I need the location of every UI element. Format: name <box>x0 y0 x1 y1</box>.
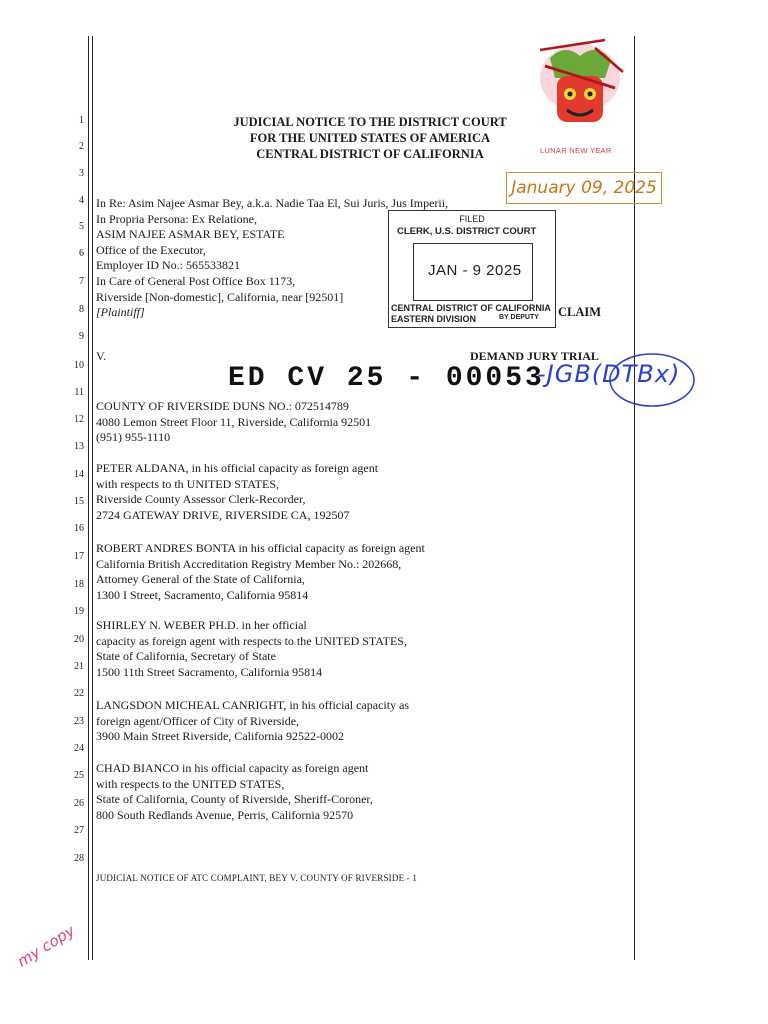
heading-line-3: CENTRAL DISTRICT OF CALIFORNIA <box>256 147 484 161</box>
line-number: 5 <box>79 221 84 232</box>
defendant-line: PETER ALDANA, in his official capacity as foreign agent <box>96 461 379 475</box>
defendant-line: 4080 Lemon Street Floor 11, Riverside, California 92501 <box>96 414 372 429</box>
claim-title: CLAIM <box>558 305 602 319</box>
line-number: 14 <box>74 469 84 480</box>
defendant-line: State of California, Secretary of State <box>96 649 276 664</box>
caption-line: Office of the Executor, <box>96 242 206 257</box>
line-number: 4 <box>79 195 84 206</box>
line-number: 23 <box>74 716 84 727</box>
demand-jury-trial: DEMAND JURY TRIAL <box>470 349 599 363</box>
heading-line-2: FOR THE UNITED STATES OF AMERICA <box>249 131 491 145</box>
stamp-date: JAN - 9 2025 <box>428 262 522 279</box>
caption-line: Riverside [Non-domestic], California, near [92501] <box>96 289 344 304</box>
versus-label: V. <box>96 349 107 363</box>
left-margin-rule-inner <box>92 36 93 960</box>
caption-line: ASIM NAJEE ASMAR BEY, ESTATE <box>96 227 285 242</box>
defendant-line: Riverside County Assessor Clerk-Recorder, <box>96 492 306 507</box>
lunar-new-year-label: LUNAR NEW YEAR <box>540 146 612 155</box>
defendant-line: State of California, County of Riverside, Sheriff-Coroner, <box>96 792 373 807</box>
line-number: 7 <box>79 276 84 287</box>
caption-line: In Propria Persona: Ex Relatione, <box>96 211 257 226</box>
caption-line: In Re: Asim Najee Asmar Bey, a.k.a. Nadie Taa El, Sui Juris, Jus Imperii, <box>96 196 449 210</box>
defendant-line: COUNTY OF RIVERSIDE DUNS NO.: 072514789 <box>96 399 349 413</box>
heading-line-1: JUDICIAL NOTICE TO THE DISTRICT COURT <box>233 115 507 129</box>
line-number: 16 <box>74 523 84 534</box>
stamp-date-box <box>413 243 533 301</box>
defendant-line: Attorney General of the State of California, <box>96 572 305 587</box>
line-number: 15 <box>74 496 84 507</box>
defendant-block <box>96 541 425 603</box>
defendant-block <box>96 461 378 523</box>
defendant-line: foreign agent/Officer of City of Riverside, <box>96 713 300 728</box>
line-number: 22 <box>74 688 84 699</box>
line-number: 21 <box>74 661 84 672</box>
caption-line: Employer ID No.: 565533821 <box>96 258 240 273</box>
defendant-line: (951) 955-1110 <box>96 430 171 445</box>
line-number: 27 <box>74 825 84 836</box>
line-number: 19 <box>74 606 84 617</box>
defendant-line: CHAD BIANCO in his official capacity as foreign agent <box>96 761 369 775</box>
stamp-filed: FILED <box>459 214 485 224</box>
line-number: 13 <box>74 441 84 452</box>
line-number: 3 <box>79 168 84 179</box>
line-number: 12 <box>74 414 84 425</box>
line-number: 11 <box>74 387 84 398</box>
stamp-division: EASTERN DIVISION <box>391 314 477 324</box>
defendant-line: with respects to the UNITED STATES, <box>96 776 285 791</box>
page-footer: JUDICIAL NOTICE OF ATC COMPLAINT, BEY V. COUNTY OF RIVERSIDE - 1 <box>96 873 418 883</box>
court-filed-stamp <box>388 210 556 328</box>
stamp-clerk: CLERK, U.S. DISTRICT COURT <box>397 226 537 237</box>
stamp-district: CENTRAL DISTRICT OF CALIFORNIA <box>391 303 551 313</box>
line-number: 8 <box>79 304 84 315</box>
left-margin-rule-outer <box>88 36 89 960</box>
lunar-new-year-sticker-image <box>535 38 625 146</box>
caption-line: [Plaintiff] <box>96 305 145 320</box>
line-number: 9 <box>79 331 84 342</box>
stamp-deputy: BY DEPUTY <box>499 314 539 321</box>
defendant-block <box>96 761 373 823</box>
defendant-line: California British Accreditation Registry Member No.: 202668, <box>96 556 402 571</box>
line-number: 18 <box>74 579 84 590</box>
caption-line: In Care of General Post Office Box 1173, <box>96 273 296 288</box>
handwritten-circle <box>608 350 700 412</box>
defendant-line: ROBERT ANDRES BONTA in his official capacity as foreign agent <box>96 541 425 555</box>
line-number: 6 <box>79 248 84 259</box>
line-number: 28 <box>74 853 84 864</box>
defendant-line: SHIRLEY N. WEBER PH.D. in her official <box>96 618 307 632</box>
case-number-stamp: ED CV 25 - 00053 <box>228 363 545 394</box>
defendant-line: 2724 GATEWAY DRIVE, RIVERSIDE CA, 192507 <box>96 507 350 522</box>
line-number: 10 <box>74 360 84 371</box>
line-number: 17 <box>74 551 84 562</box>
line-number: 26 <box>74 798 84 809</box>
line-number: 2 <box>79 141 84 152</box>
line-number: 24 <box>74 743 84 754</box>
defendant-line: 800 South Redlands Avenue, Perris, California 92570 <box>96 807 354 822</box>
line-number: 25 <box>74 770 84 781</box>
defendant-block <box>96 698 409 745</box>
handwritten-margin-note: my copy <box>14 921 78 971</box>
defendant-line: 3900 Main Street Riverside, California 92522-0002 <box>96 729 344 744</box>
document-heading <box>150 114 590 162</box>
defendant-line: capacity as foreign agent with respects to the UNITED STATES, <box>96 633 407 648</box>
handwritten-judge-initials: -JGB(DTBx) <box>537 360 681 388</box>
defendant-line: 1500 11th Street Sacramento, California 95814 <box>96 664 323 679</box>
defendant-line: LANGSDON MICHEAL CANRIGHT, in his official capacity as <box>96 698 410 712</box>
defendant-block <box>96 399 371 446</box>
handwritten-date-box: January 09, 2025 <box>506 172 662 204</box>
defendant-block <box>96 618 407 680</box>
line-number: 20 <box>74 634 84 645</box>
defendant-line: 1300 I Street, Sacramento, California 95814 <box>96 587 309 602</box>
defendant-line: with respects to th UNITED STATES, <box>96 476 280 491</box>
line-number: 1 <box>79 115 84 126</box>
